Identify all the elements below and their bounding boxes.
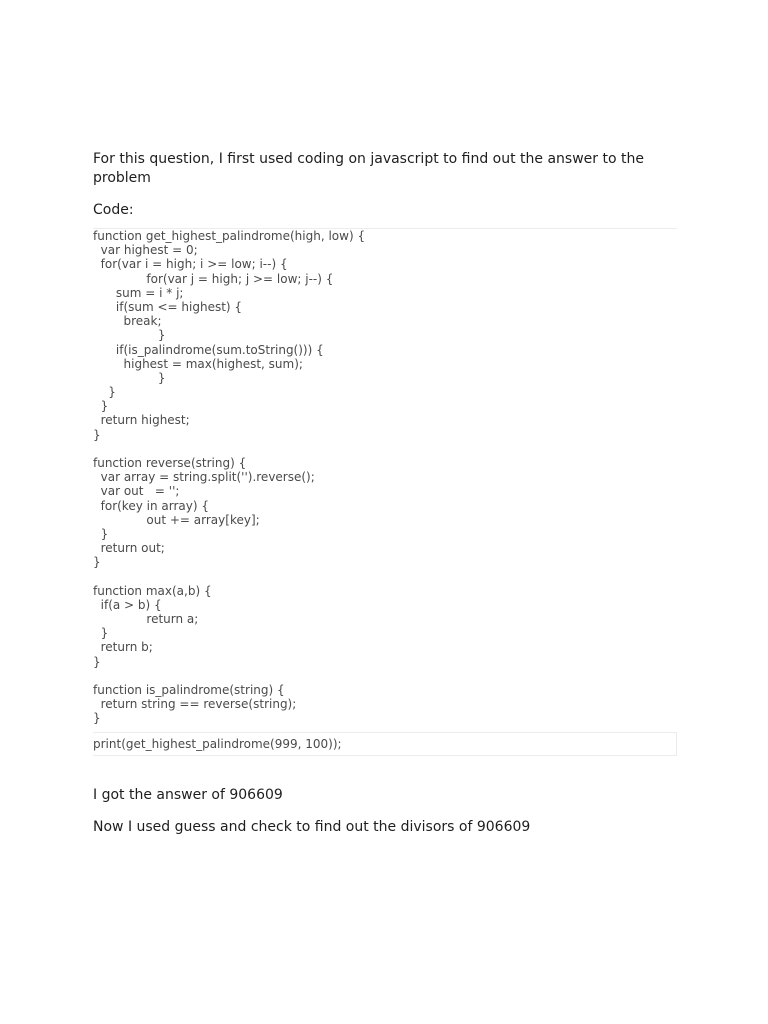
code-line: function get_highest_palindrome(high, low) { — [93, 229, 366, 243]
code-last-line-box — [93, 732, 677, 756]
code-line: if(a > b) { — [93, 597, 162, 612]
code-line: for(key in array) { — [93, 498, 209, 513]
code-line: function is_palindrome(string) { — [93, 683, 285, 697]
code-line: } — [93, 526, 109, 541]
code-line: return highest; — [93, 413, 190, 428]
code-line: return b; — [93, 640, 153, 655]
code-line: } — [93, 328, 166, 343]
code-line: } — [93, 626, 109, 641]
code-line — [93, 570, 677, 584]
intro-paragraph: For this question, I first used coding on javascript to find out the answer to the problem — [93, 151, 644, 186]
code-line: return out; — [93, 541, 165, 556]
code-line: sum = i * j; — [93, 285, 184, 300]
code-line: var out = ''; — [93, 484, 180, 499]
code-line: function reverse(string) { — [93, 456, 247, 470]
code-line: var array = string.split('').reverse(); — [93, 470, 315, 485]
code-line: for(var i = high; i >= low; i--) { — [93, 257, 288, 272]
code-line: } — [93, 427, 101, 442]
code-line: } — [93, 711, 101, 726]
code-line: break; — [93, 314, 162, 329]
code-line: } — [93, 370, 166, 385]
code-last-line: print(get_highest_palindrome(999, 100)); — [93, 736, 342, 751]
code-label: Code: — [93, 202, 134, 218]
code-line: return a; — [93, 612, 199, 627]
document-page — [93, 150, 677, 837]
code-line: } — [93, 555, 101, 570]
code-line: out += array[key]; — [93, 512, 260, 527]
code-line: } — [93, 654, 101, 669]
code-line: } — [93, 385, 116, 400]
code-line: return string == reverse(string); — [93, 697, 297, 712]
code-line: for(var j = high; j >= low; j--) { — [93, 271, 334, 286]
code-line: if(sum <= highest) { — [93, 299, 243, 314]
code-line: var highest = 0; — [93, 243, 198, 258]
code-line: highest = max(highest, sum); — [93, 356, 303, 371]
answer-paragraph: I got the answer of 906609 — [93, 786, 283, 803]
code-line: function max(a,b) { — [93, 583, 212, 598]
code-line: if(is_palindrome(sum.toString())) { — [93, 342, 324, 357]
code-line — [93, 442, 677, 456]
code-block — [93, 228, 677, 756]
code-line — [93, 669, 677, 683]
followup-paragraph: Now I used guess and check to find out the divisors of 906609 — [93, 818, 531, 835]
code-line: } — [93, 399, 109, 414]
code-lines — [93, 229, 677, 726]
